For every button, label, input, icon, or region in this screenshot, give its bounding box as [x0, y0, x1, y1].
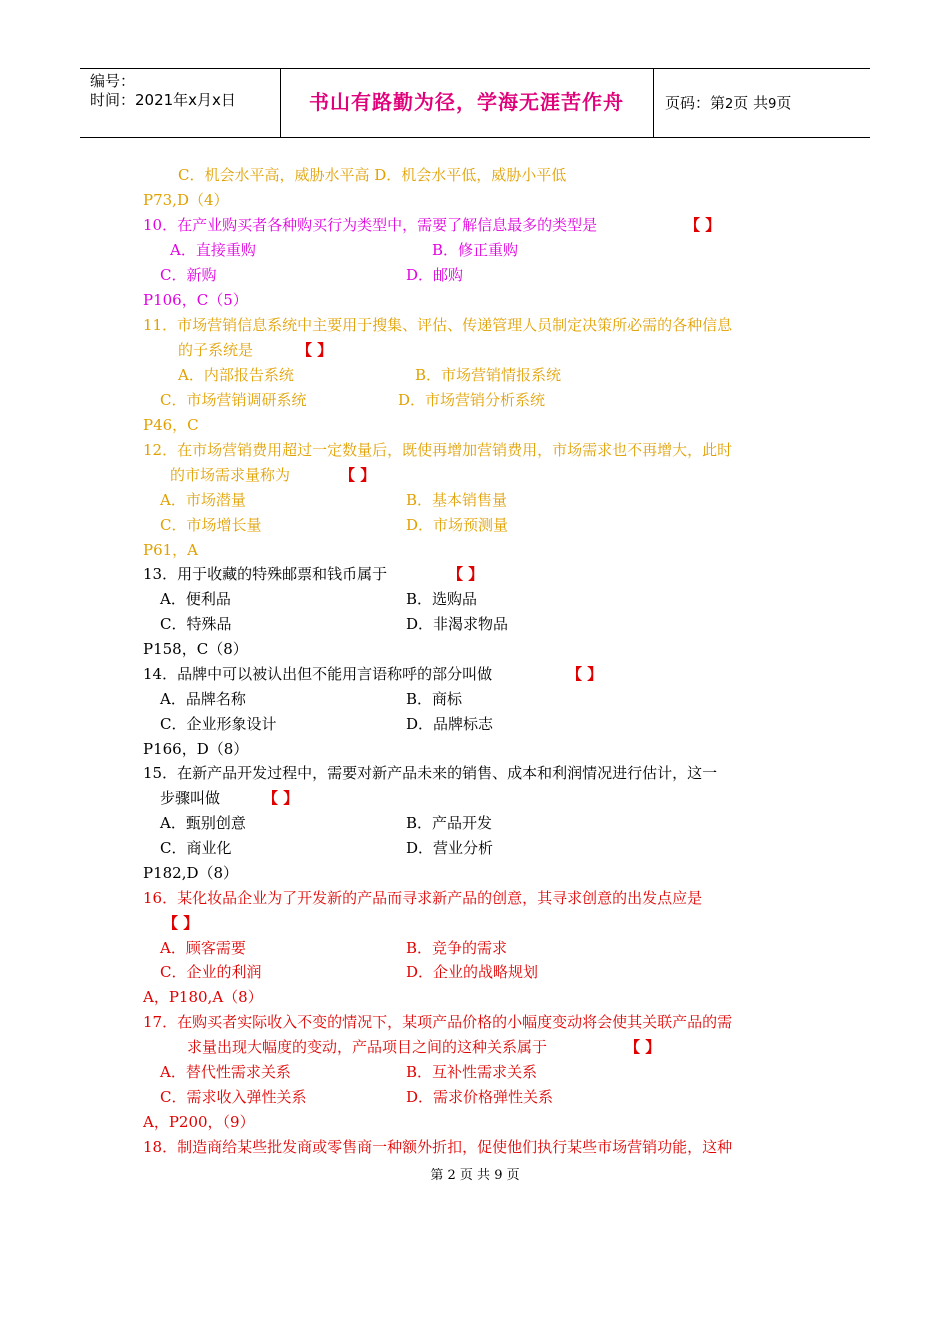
page-indicator: 页码：第2页 共9页 [665, 94, 792, 112]
q16-answer: A，P180,A（8） [143, 988, 263, 1006]
q14-answer: P166，D（8） [143, 740, 249, 758]
q15-option-c: C．商业化 [160, 839, 232, 857]
q14-option-d: D．品牌标志 [406, 715, 494, 733]
q14-option-a: A．品牌名称 [160, 690, 246, 708]
q13-option-b: B．选购品 [406, 590, 478, 608]
q10-option-d: D．邮购 [406, 266, 464, 284]
q11-bracket: 【 】 [297, 341, 333, 359]
q12-stem-2: 的市场需求量称为 [170, 466, 291, 484]
q14-option-c: C．企业形象设计 [160, 715, 277, 733]
q11-stem-2: 的子系统是 [178, 341, 254, 359]
q9-answer: P73,D（4） [143, 191, 229, 209]
q15-option-a: A．甄别创意 [160, 814, 246, 832]
q12-option-c: C．市场增长量 [160, 516, 262, 534]
q13-option-c: C．特殊品 [160, 615, 232, 633]
q16-option-d: D．企业的战略规划 [406, 963, 539, 981]
q10-stem: 10．在产业购买者各种购买行为类型中，需要了解信息最多的类型是 [143, 216, 598, 234]
q9-option-cd: C．机会水平高，威胁水平高 D．机会水平低，威胁小平低 [178, 166, 567, 184]
page-header [80, 68, 870, 138]
q11-answer: P46，C [143, 416, 199, 434]
time-label: 时间：2021年x月x日 [90, 91, 236, 109]
q13-bracket: 【 】 [448, 565, 484, 583]
q15-bracket: 【 】 [263, 789, 299, 807]
q12-option-a: A．市场潜量 [160, 491, 246, 509]
q11-option-b: B．市场营销情报系统 [415, 366, 562, 384]
page-footer: 第 2 页 共 9 页 [430, 1168, 520, 1183]
q15-answer: P182,D（8） [143, 864, 239, 882]
q16-bracket: 【 】 [163, 914, 199, 932]
header-meta [80, 69, 281, 137]
q10-answer: P106，C（5） [143, 291, 248, 309]
q12-stem-1: 12．在市场营销费用超过一定数量后，既使再增加营销费用，市场需求也不再增大，此时 [143, 441, 733, 459]
q14-option-b: B．商标 [406, 690, 463, 708]
q16-option-a: A．顾客需要 [160, 939, 246, 957]
q13-answer: P158，C（8） [143, 640, 248, 658]
q11-option-d: D．市场营销分析系统 [398, 391, 546, 409]
q16-option-c: C．企业的利润 [160, 963, 262, 981]
q13-stem: 13．用于收藏的特殊邮票和钱币属于 [143, 565, 388, 583]
q14-stem: 14．品牌中可以被认出但不能用言语称呼的部分叫做 [143, 665, 493, 683]
q15-stem-1: 15．在新产品开发过程中，需要对新产品未来的销售、成本和利润情况进行估计，这一 [143, 764, 718, 782]
q13-option-a: A．便利品 [160, 590, 231, 608]
q10-option-b: B．修正重购 [432, 241, 519, 259]
q15-option-b: B．产品开发 [406, 814, 493, 832]
q17-stem-2: 求量出现大幅度的变动，产品项目之间的这种关系属于 [187, 1038, 548, 1056]
q17-option-a: A．替代性需求关系 [160, 1063, 291, 1081]
q11-option-a: A．内部报告系统 [178, 366, 294, 384]
q15-stem-2: 步骤叫做 [160, 789, 221, 807]
q16-stem-1: 16．某化妆品企业为了开发新的产品而寻求新产品的创意，其寻求创意的出发点应是 [143, 889, 703, 907]
q13-option-d: D．非渴求物品 [406, 615, 509, 633]
q17-option-b: B．互补性需求关系 [406, 1063, 538, 1081]
q12-bracket: 【 】 [340, 466, 376, 484]
code-label: 编号： [90, 72, 136, 90]
q18-stem-1: 18．制造商给某些批发商或零售商一种额外折扣，促使他们执行某些市场营销功能，这种 [143, 1138, 733, 1156]
motto: 书山有路勤为径，学海无涯苦作舟 [309, 90, 624, 114]
q16-option-b: B．竞争的需求 [406, 939, 508, 957]
q17-answer: A，P200，（9） [143, 1113, 255, 1131]
q15-option-d: D．营业分析 [406, 839, 494, 857]
q17-option-c: C．需求收入弹性关系 [160, 1088, 307, 1106]
q11-stem-1: 11．市场营销信息系统中主要用于搜集、评估、传递管理人员制定决策所必需的各种信息 [143, 316, 733, 334]
q14-bracket: 【 】 [567, 665, 603, 683]
q17-bracket: 【 】 [625, 1038, 661, 1056]
q12-option-d: D．市场预测量 [406, 516, 509, 534]
q10-option-a: A．直接重购 [170, 241, 256, 259]
q10-bracket: 【 】 [685, 216, 721, 234]
header-motto-cell [280, 69, 654, 137]
q11-option-c: C．市场营销调研系统 [160, 391, 307, 409]
header-page-cell [653, 69, 870, 137]
q10-option-c: C．新购 [160, 266, 217, 284]
q12-answer: P61，A [143, 541, 199, 559]
q17-option-d: D．需求价格弹性关系 [406, 1088, 554, 1106]
q12-option-b: B．基本销售量 [406, 491, 508, 509]
q17-stem-1: 17．在购买者实际收入不变的情况下，某项产品价格的小幅度变动将会使其关联产品的需 [143, 1013, 733, 1031]
